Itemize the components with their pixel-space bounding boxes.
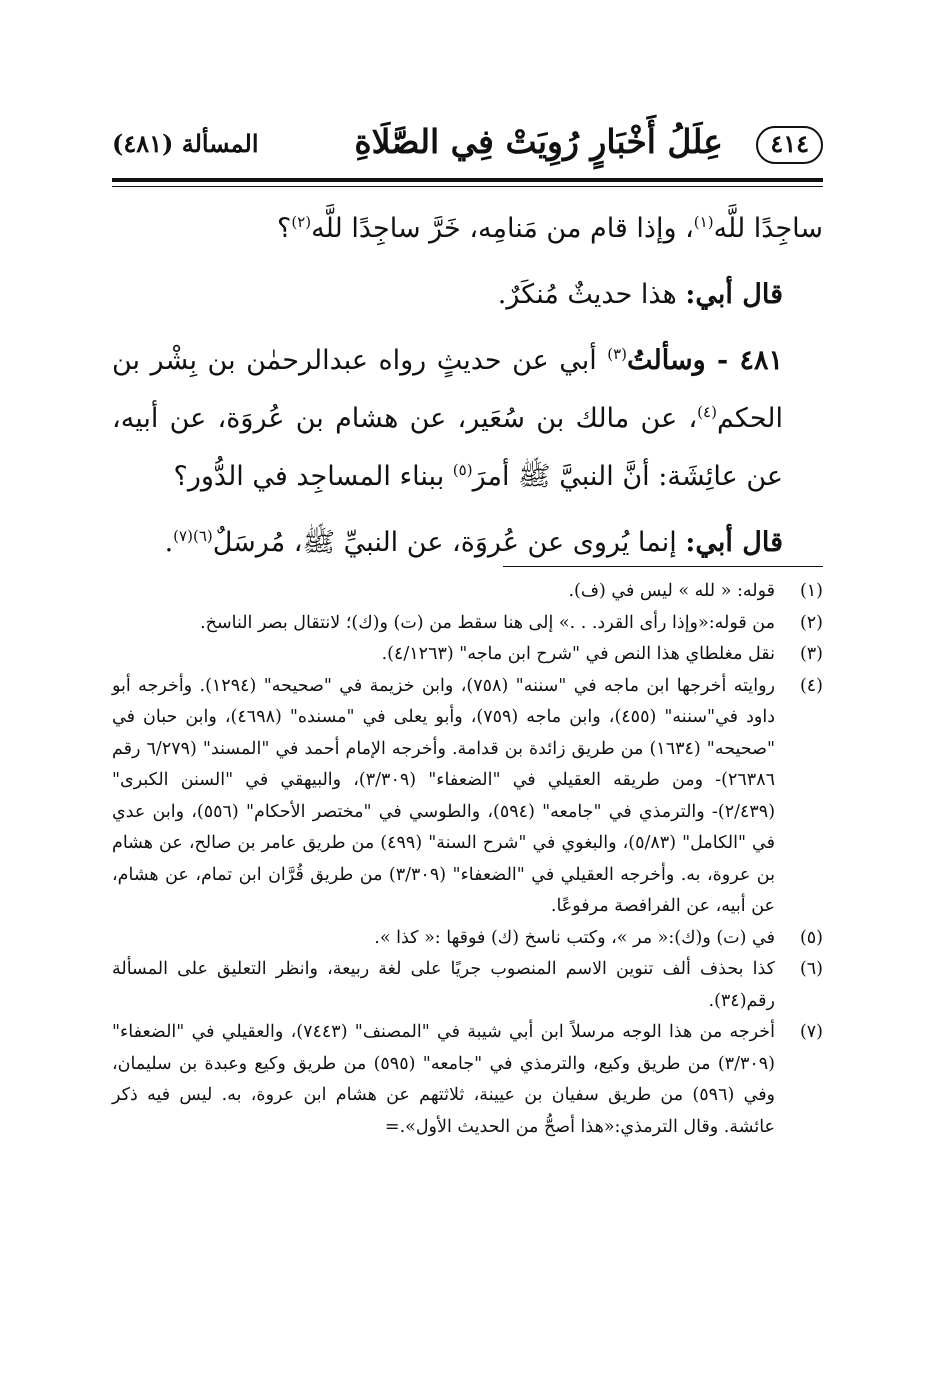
footnote: (٣) نقل مغلطاي هذا النص في "شرح ابن ماجه" (٤/١٢٦٣). xyxy=(381,644,823,664)
footnote-marker: (٢) xyxy=(291,213,312,231)
masala-number: المسألة (٤٨١) xyxy=(112,129,259,158)
footnote-marker: (١) xyxy=(693,213,714,231)
page-number: ٤١٤ xyxy=(756,126,823,164)
main-line-1: ساجِدًا للَّه$^{(١)}$، وإذا قام من مَنامِه، خَرَّ ساجِدًا للَّه$^{(٢)}$؟ xyxy=(277,213,823,244)
question-number: ٤٨١ - وسألتُ xyxy=(627,345,783,376)
header-rule-thick xyxy=(112,178,823,182)
footnote-marker: (٣) xyxy=(607,345,628,363)
footnotes xyxy=(112,576,823,1143)
footnote-marker: (٥) xyxy=(452,461,473,479)
footnote-marker: (٧) xyxy=(173,527,193,545)
main-line-2: قال أبي: هذا حديثٌ مُنكَرٌ. xyxy=(497,279,783,310)
running-header xyxy=(112,118,823,178)
speaker-label: قال أبي: xyxy=(685,279,783,310)
footnote: (٦) كذا بحذف ألف تنوين الاسم المنصوب جريًا على لغة ربيعة، وانظر التعليق على المسألة رقم(٣٤). xyxy=(112,959,823,1011)
footnote: (١) قوله: « لله » ليس في (ف). xyxy=(568,581,823,601)
book-title: عِلَلُ أَخْبَارٍ رُوِيَتْ فِي الصَّلَاةِ xyxy=(354,122,723,161)
footnote: (٧) أخرجه من هذا الوجه مرسلاً ابن أبي شيبة في "المصنف" (٧٤٤٣)، والعقيلي في "الضعفاء" (٣/٣٠٩) من طريق وكيع، والترمذي في "جامعه" (٥٩٥) من طريق وكيع وعبدة بن سليمان، وفي (٥٩٦) من طريق سفيان بن عيينة، ثلاثتهم عن هشام ابن عروة، به. ليس فيه ذكر عائشة. وقال الترمذي:«هذا أصحُّ من الحديث الأول».= xyxy=(112,1022,823,1137)
question-paragraph: ٤٨١ - وسألتُ$^{(٣)}$ أبي عن حديثٍ رواه عبدالرحمٰن بن بِشْر بن الحكم$^{(٤)}$، عن مالك بن سُعَير، عن هشام بن عُروَة، عن أبيه، عن عائِشَة: أنَّ النبيَّ ﷺ أمرَ$^{(٥)}$ ببناء المساجِد في الدُّور؟ xyxy=(112,345,783,492)
footnote-marker: (٦) xyxy=(192,527,213,545)
footnote-separator xyxy=(503,566,823,567)
answer-paragraph: قال أبي: إنما يُروى عن عُروَة، عن النبيِّ ﷺ، مُرسَلٌ$^{(٦)(٧)}$. xyxy=(164,527,783,558)
footnote: (٥) في (ت) و(ك):« مر »، وكتب ناسخ (ك) فوقها :« كذا ». xyxy=(374,927,823,948)
header-rule-thin xyxy=(112,186,823,187)
main-text xyxy=(112,200,823,572)
footnote: (٢) من قوله:«وإذا رأى القرد. . .» إلى هنا سقط من (ت) و(ك)؛ لانتقال بصر الناسخ. xyxy=(200,612,823,633)
footnote: (٤) روايته أخرجها ابن ماجه في "سننه" (٧٥٨)، وابن خزيمة في "صحيحه" (١٢٩٤). وأخرجه أبو داود في"سننه" (٤٥٥)، وابن ماجه (٧٥٩)، وأبو يعلى في "مسنده" (٤٦٩٨)، وابن حبان في "صحيحه" (١٦٣٤) من طريق زائدة بن قدامة. وأخرجه الإمام أحمد في "المسند" (٦/٢٧٩ رقم ٢٦٣٨٦)- ومن طريقه العقيلي في "الضعفاء" (٣/٣٠٩)، والبيهقي في "السنن الكبرى" (٢/٤٣٩)- والترمذي في "جامعه" (٥٩٤)، والطوسي في "مختصر الأحكام" (٥٥٦)، وابن عدي في "الكامل" (٥/٨٣)، والبغوي في "شرح السنة" (٤٩٩) من طريق عامر بن صالح، عن هشام بن عروة، به. وأخرجه العقيلي في "الضعفاء" (٣/٣٠٩) من طريق قُرَّان ابن تمام، عن هشام، عن أبيه، عن الفرافصة مرفوعًا. xyxy=(112,675,823,916)
speaker-label: قال أبي: xyxy=(685,527,783,558)
footnote-marker: (٤) xyxy=(697,403,717,421)
